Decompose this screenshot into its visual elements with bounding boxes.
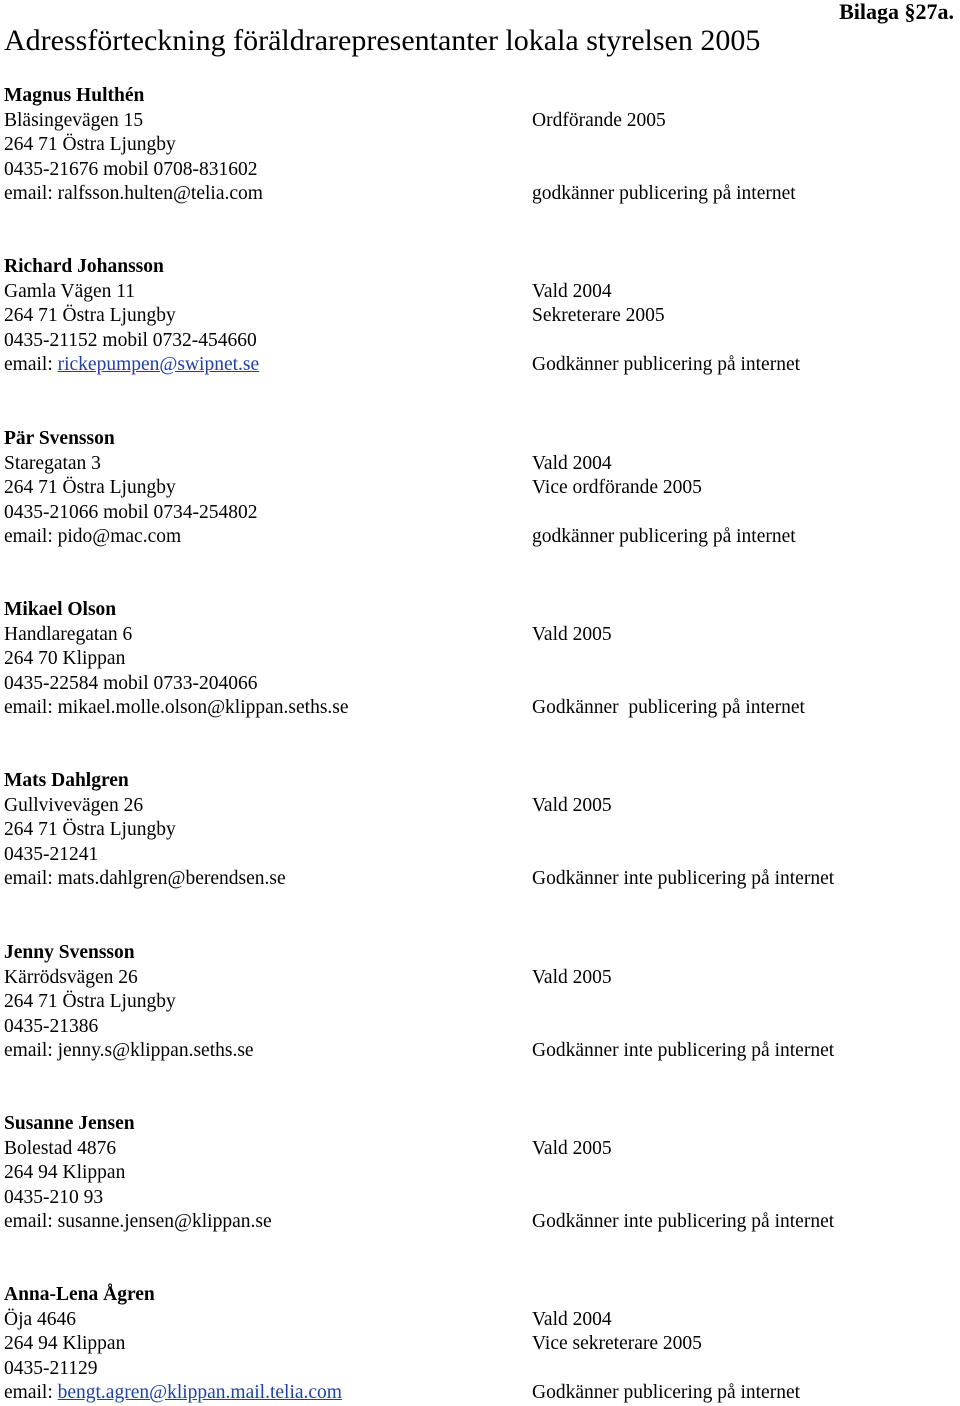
contact-email: mats.dahlgren@berendsen.se — [57, 868, 286, 889]
contact-role: Vald 2005 — [532, 794, 612, 816]
publish-consent: Godkänner inte publicering på internet — [532, 1211, 835, 1232]
contact-email-line — [4, 1039, 254, 1064]
email-prefix: email: — [4, 1040, 58, 1061]
contact-phone: 0435-21129 — [4, 1357, 98, 1379]
contact-role-secondary: Vice sekreterare 2005 — [532, 1333, 702, 1354]
contact-email: jenny.s@klippan.seths.se — [57, 1040, 254, 1061]
contact-city: 264 71 Östra Ljungby — [4, 819, 176, 840]
email-prefix: email: — [4, 697, 58, 718]
contact-email-line — [4, 867, 286, 892]
contact-city: 264 71 Östra Ljungby — [4, 305, 176, 326]
contact-phone: 0435-21386 — [4, 1015, 99, 1037]
email-prefix: email: — [4, 354, 58, 375]
contact-name: Mikael Olson — [4, 599, 117, 620]
contact-city: 264 71 Östra Ljungby — [4, 477, 176, 498]
contact-phone: 0435-210 93 — [4, 1186, 104, 1208]
email-prefix: email: — [4, 868, 58, 889]
publish-consent: godkänner publicering på internet — [532, 183, 796, 204]
contact-phone: 0435-22584 mobil 0733-204066 — [4, 672, 258, 694]
contact-name: Magnus Hulthén — [4, 85, 145, 106]
publish-consent: Godkänner publicering på internet — [532, 697, 805, 718]
attachment-label: Bilaga §27a. — [839, 0, 954, 24]
contact-name: Anna-Lena Ågren — [4, 1284, 155, 1305]
contact-email: mikael.molle.olson@klippan.seths.se — [57, 697, 349, 718]
contact-city: 264 94 Klippan — [4, 1333, 126, 1354]
contact-email: susanne.jensen@klippan.se — [57, 1211, 272, 1232]
contact-name: Richard Johansson — [4, 256, 164, 277]
contact-address: Bläsingevägen 15 — [4, 109, 144, 131]
contact-phone: 0435-21152 mobil 0732-454660 — [4, 329, 257, 351]
contact-name: Pär Svensson — [4, 428, 115, 449]
contact-city: 264 94 Klippan — [4, 1162, 126, 1183]
contact-role: Vald 2004 — [532, 1308, 612, 1330]
contact-address: Kärrödsvägen 26 — [4, 966, 138, 988]
contact-address: Gamla Vägen 11 — [4, 280, 136, 302]
publish-consent: Godkänner inte publicering på internet — [532, 1040, 835, 1061]
email-prefix: email: — [4, 1211, 58, 1232]
contact-entry — [4, 255, 954, 378]
contact-email: pido@mac.com — [57, 526, 182, 547]
contact-address: Staregatan 3 — [4, 452, 101, 474]
contact-address: Bolestad 4876 — [4, 1137, 117, 1159]
contact-role: Vald 2005 — [532, 966, 612, 988]
email-prefix: email: — [4, 1382, 58, 1403]
contact-entry — [4, 1283, 954, 1406]
contact-entry — [4, 769, 954, 892]
contact-city: 264 70 Klippan — [4, 648, 126, 669]
page-title: Adressförteckning föräldrarepresentanter lokala styrelsen 2005 — [4, 24, 761, 57]
contact-email-line — [4, 525, 181, 550]
email-prefix: email: — [4, 526, 58, 547]
publish-consent: Godkänner publicering på internet — [532, 354, 801, 375]
contact-email-line — [4, 182, 263, 207]
contact-address: Gullvivevägen 26 — [4, 794, 144, 816]
contact-phone: 0435-21241 — [4, 843, 99, 865]
contact-address: Handlaregatan 6 — [4, 623, 133, 645]
contact-role: Vald 2005 — [532, 1137, 612, 1159]
contact-role: Vald 2004 — [532, 452, 612, 474]
contact-email-line — [4, 696, 349, 721]
contact-entry — [4, 427, 954, 550]
contact-phone: 0435-21676 mobil 0708-831602 — [4, 158, 258, 180]
contact-address: Öja 4646 — [4, 1308, 77, 1330]
contact-phone: 0435-21066 mobil 0734-254802 — [4, 501, 258, 523]
contact-city: 264 71 Östra Ljungby — [4, 134, 176, 155]
publish-consent: godkänner publicering på internet — [532, 526, 796, 547]
contact-email-line — [4, 353, 259, 378]
publish-consent: Godkänner publicering på internet — [532, 1382, 801, 1403]
contact-email-link[interactable]: rickepumpen@swipnet.se — [57, 354, 260, 375]
contact-role: Vald 2004 — [532, 280, 612, 302]
contact-name: Mats Dahlgren — [4, 770, 129, 791]
contact-email-line — [4, 1210, 272, 1235]
publish-consent: Godkänner inte publicering på internet — [532, 868, 835, 889]
contact-email-line — [4, 1381, 342, 1406]
contact-email-link[interactable]: bengt.agren@klippan.mail.telia.com — [57, 1382, 342, 1403]
contact-entry — [4, 84, 954, 207]
contact-city: 264 71 Östra Ljungby — [4, 991, 176, 1012]
contact-name: Jenny Svensson — [4, 942, 135, 963]
contact-role: Vald 2005 — [532, 623, 612, 645]
contact-entry — [4, 941, 954, 1064]
email-prefix: email: — [4, 183, 58, 204]
contact-role: Ordförande 2005 — [532, 109, 666, 131]
contact-entry — [4, 1112, 954, 1235]
contact-email: ralfsson.hulten@telia.com — [57, 183, 263, 204]
contact-role-secondary: Sekreterare 2005 — [532, 305, 665, 326]
contact-role-secondary: Vice ordförande 2005 — [532, 477, 702, 498]
contact-entry — [4, 598, 954, 721]
contact-name: Susanne Jensen — [4, 1113, 135, 1134]
